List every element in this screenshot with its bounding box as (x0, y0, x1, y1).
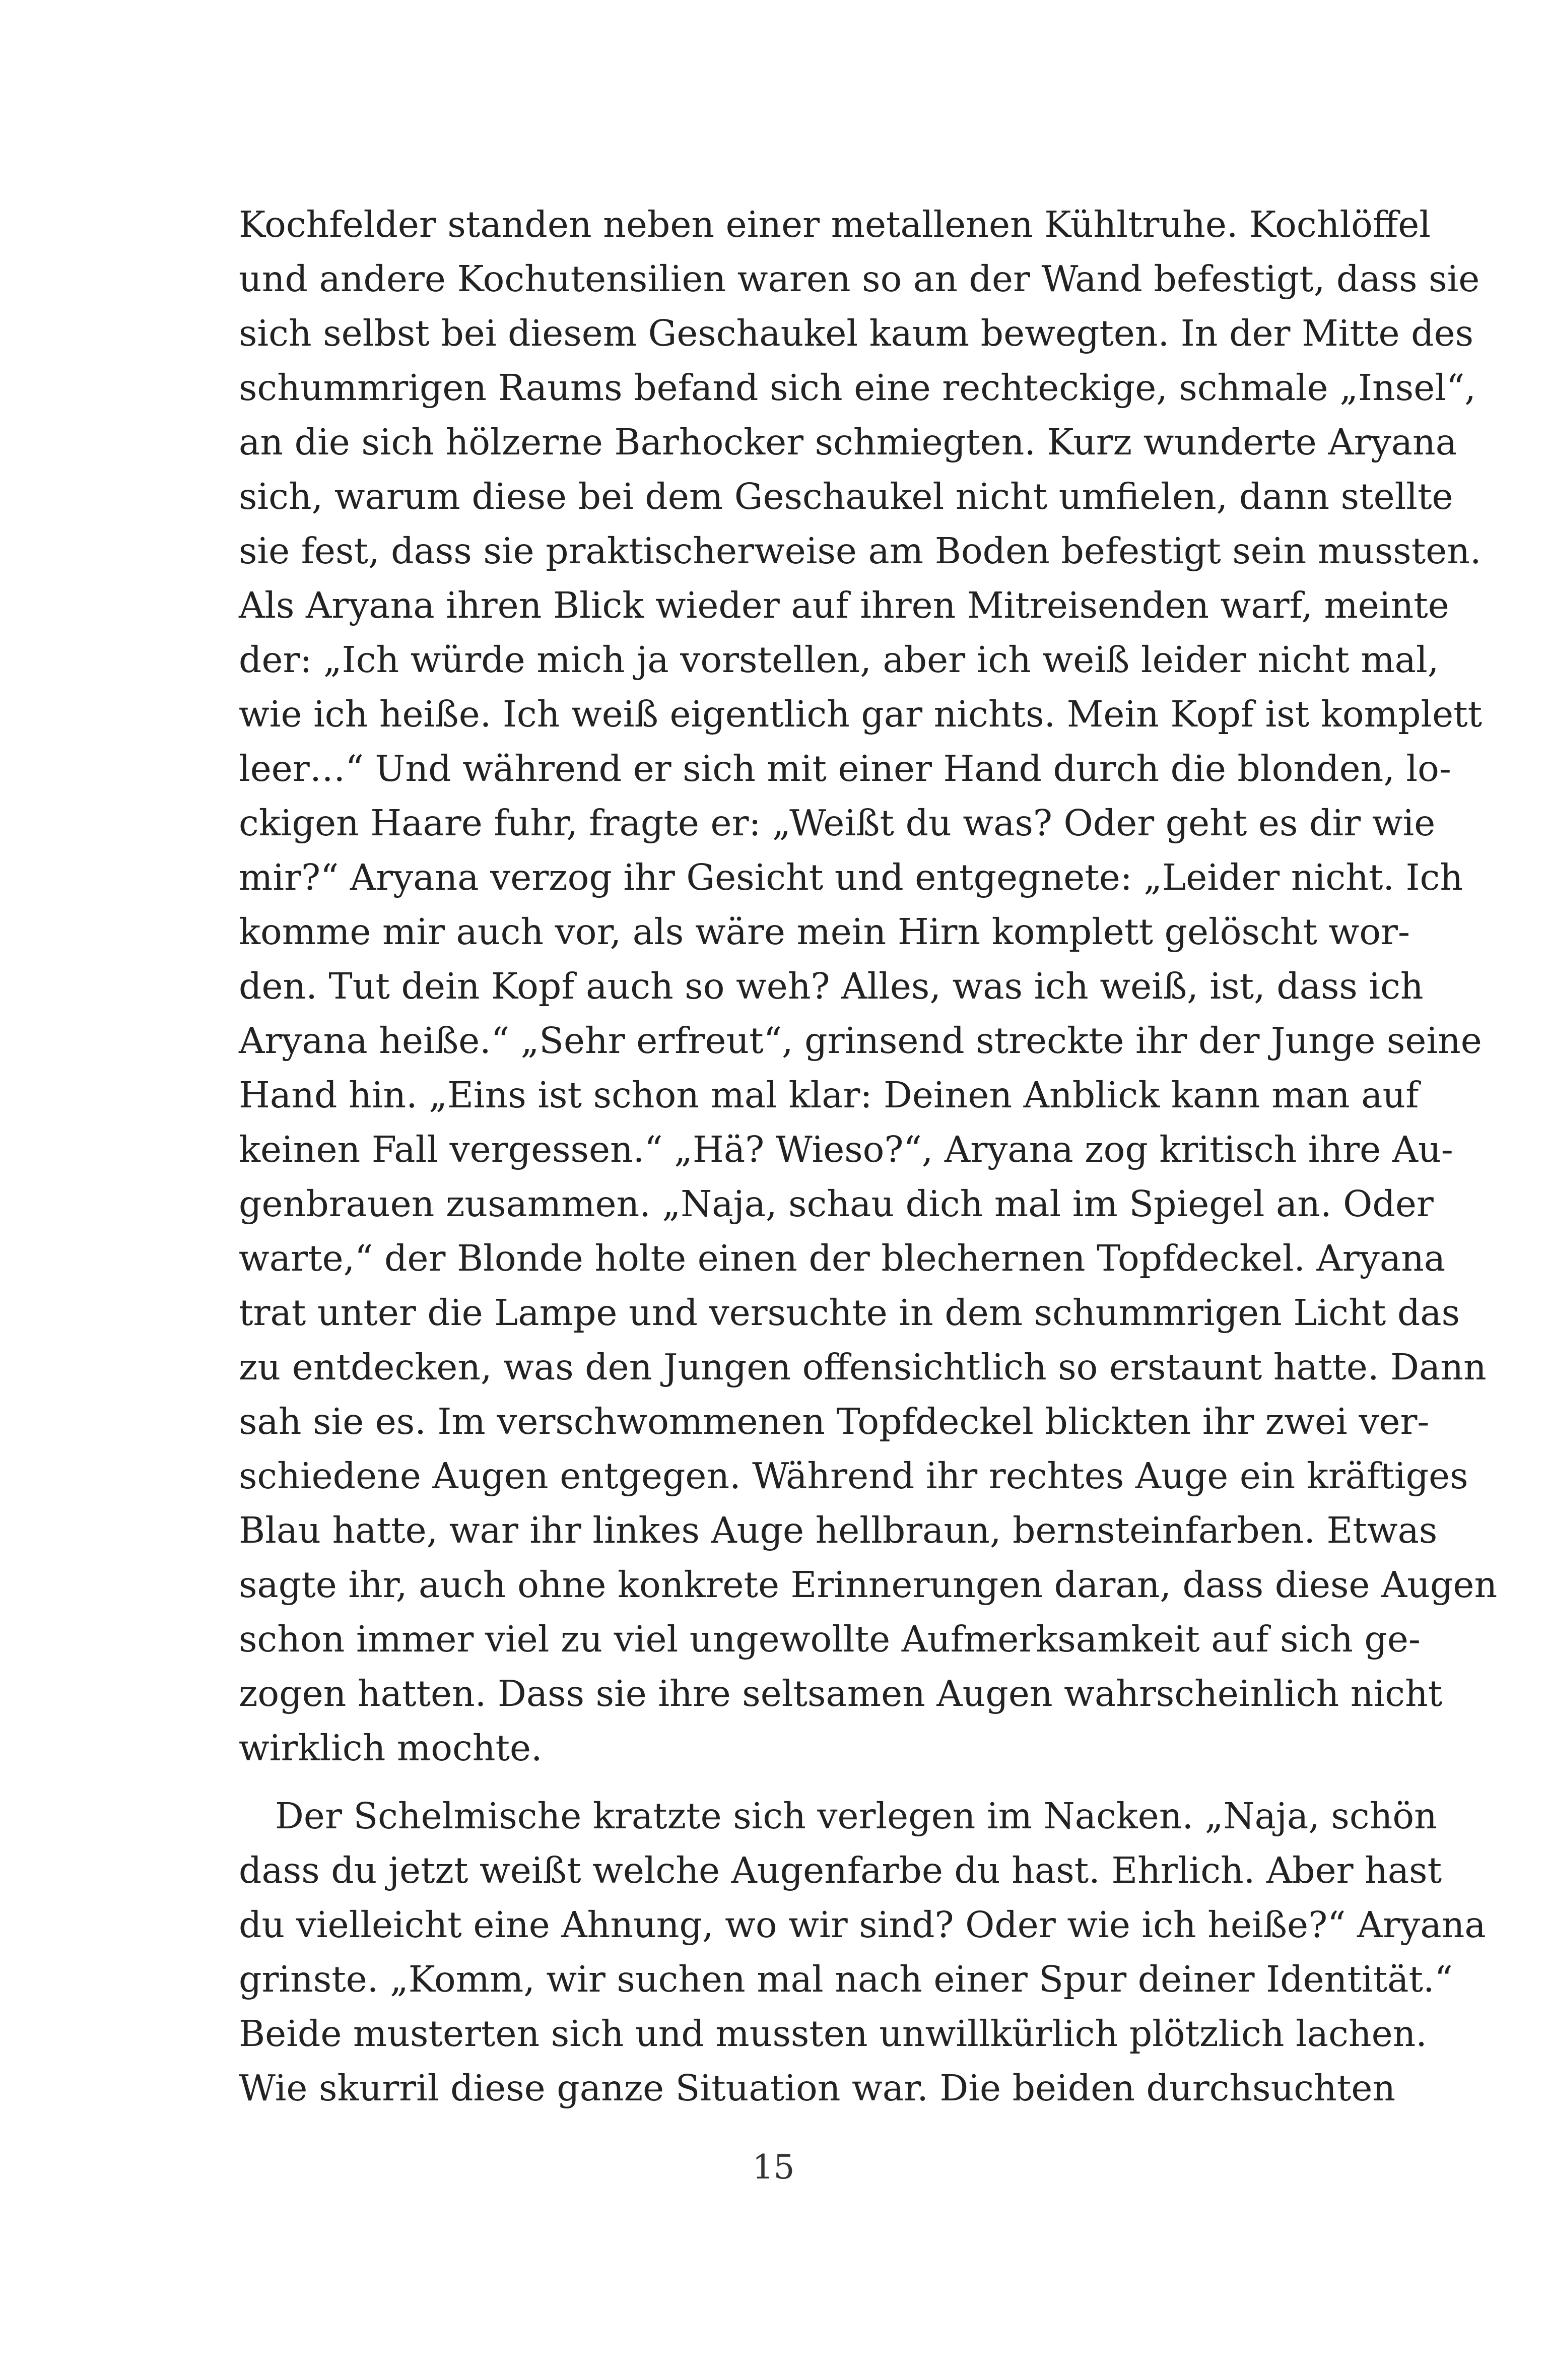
text-line: Aryana heiße.“ „Sehr erfreut“, grinsend streckte ihr der Junge seine (239, 1020, 1482, 1062)
text-line: der: „Ich würde mich ja vorstellen, aber ich weiß leider nicht mal, (239, 639, 1439, 681)
text-line: den. Tut dein Kopf auch so weh? Alles, was ich weiß, ist, dass ich (239, 965, 1424, 1007)
paragraph-2 (239, 1789, 1486, 2115)
text-line: genbrauen zusammen. „Naja, schau dich mal im Spiegel an. Oder (239, 1183, 1434, 1225)
text-line: zogen hatten. Dass sie ihre seltsamen Augen wahrscheinlich nicht (239, 1673, 1443, 1714)
text-line: Der Schelmische kratzte sich verlegen im Nacken. „Naja, schön (275, 1795, 1437, 1837)
text-line: Kochfelder standen neben einer metallenen Kühltruhe. Kochlöffel (239, 204, 1431, 245)
text-line: und andere Kochutensilien waren so an der Wand befestigt, dass sie (239, 258, 1480, 300)
text-line: Als Aryana ihren Blick wieder auf ihren Mitreisenden warf, meinte (239, 584, 1449, 626)
text-line: grinste. „Komm, wir suchen mal nach einer Spur deiner Identität.“ (239, 1958, 1453, 2000)
text-line: sich, warum diese bei dem Geschaukel nicht umfielen, dann stellte (239, 476, 1453, 517)
text-line: Beide musterten sich und mussten unwillkürlich plötzlich lachen. (239, 2013, 1427, 2055)
text-line: an die sich hölzerne Barhocker schmiegten. Kurz wunderte Aryana (239, 421, 1457, 463)
text-line: Hand hin. „Eins ist schon mal klar: Deinen Anblick kann man auf (239, 1074, 1419, 1116)
text-line: wirklich mochte. (239, 1727, 543, 1769)
text-line: schon immer viel zu viel ungewollte Aufmerksamkeit auf sich ge- (239, 1618, 1421, 1660)
text-line: komme mir auch vor, als wäre mein Hirn komplett gelöscht wor- (239, 911, 1410, 953)
text-line: sagte ihr, auch ohne konkrete Erinnerungen daran, dass diese Augen (239, 1564, 1498, 1606)
text-line: du vielleicht eine Ahnung, wo wir sind? Oder wie ich heiße?“ Aryana (239, 1904, 1486, 1946)
text-line: trat unter die Lampe und versuchte in dem schummrigen Licht das (239, 1292, 1460, 1334)
text-line: keinen Fall vergessen.“ „Hä? Wieso?“, Aryana zog kritisch ihre Au- (239, 1129, 1453, 1170)
text-line: sah sie es. Im verschwommenen Topfdeckel blickten ihr zwei ver- (239, 1401, 1430, 1442)
body-text (239, 197, 1498, 2115)
text-line: dass du jetzt weißt welche Augenfarbe du hast. Ehrlich. Aber hast (239, 1849, 1442, 1891)
text-line: sie fest, dass sie praktischerweise am Boden befestigt sein mussten. (239, 530, 1482, 572)
text-line: schummrigen Raums befand sich eine rechteckige, schmale „Insel“, (239, 367, 1476, 409)
text-line: sich selbst bei diesem Geschaukel kaum bewegten. In der Mitte des (239, 312, 1474, 354)
text-line: wie ich heiße. Ich weiß eigentlich gar nichts. Mein Kopf ist komplett (239, 693, 1483, 735)
text-line: schiedene Augen entgegen. Während ihr rechtes Auge ein kräftiges (239, 1455, 1468, 1497)
text-line: warte,“ der Blonde holte einen der blechernen Topfdeckel. Aryana (239, 1237, 1446, 1279)
text-line: ckigen Haare fuhr, fragte er: „Weißt du was? Oder geht es dir wie (239, 802, 1436, 844)
text-line: Wie skurril diese ganze Situation war. Die beiden durchsuchten (239, 2067, 1396, 2109)
text-line: leer…“ Und während er sich mit einer Hand durch die blonden, lo- (239, 748, 1451, 789)
paragraph-1 (239, 197, 1498, 1775)
page-number: 15 (752, 2148, 795, 2187)
text-line: Blau hatte, war ihr linkes Auge hellbraun, bernsteinfarben. Etwas (239, 1509, 1438, 1551)
text-line: mir?“ Aryana verzog ihr Gesicht und entgegnete: „Leider nicht. Ich (239, 856, 1463, 898)
text-line: zu entdecken, was den Jungen offensichtlich so erstaunt hatte. Dann (239, 1346, 1487, 1388)
